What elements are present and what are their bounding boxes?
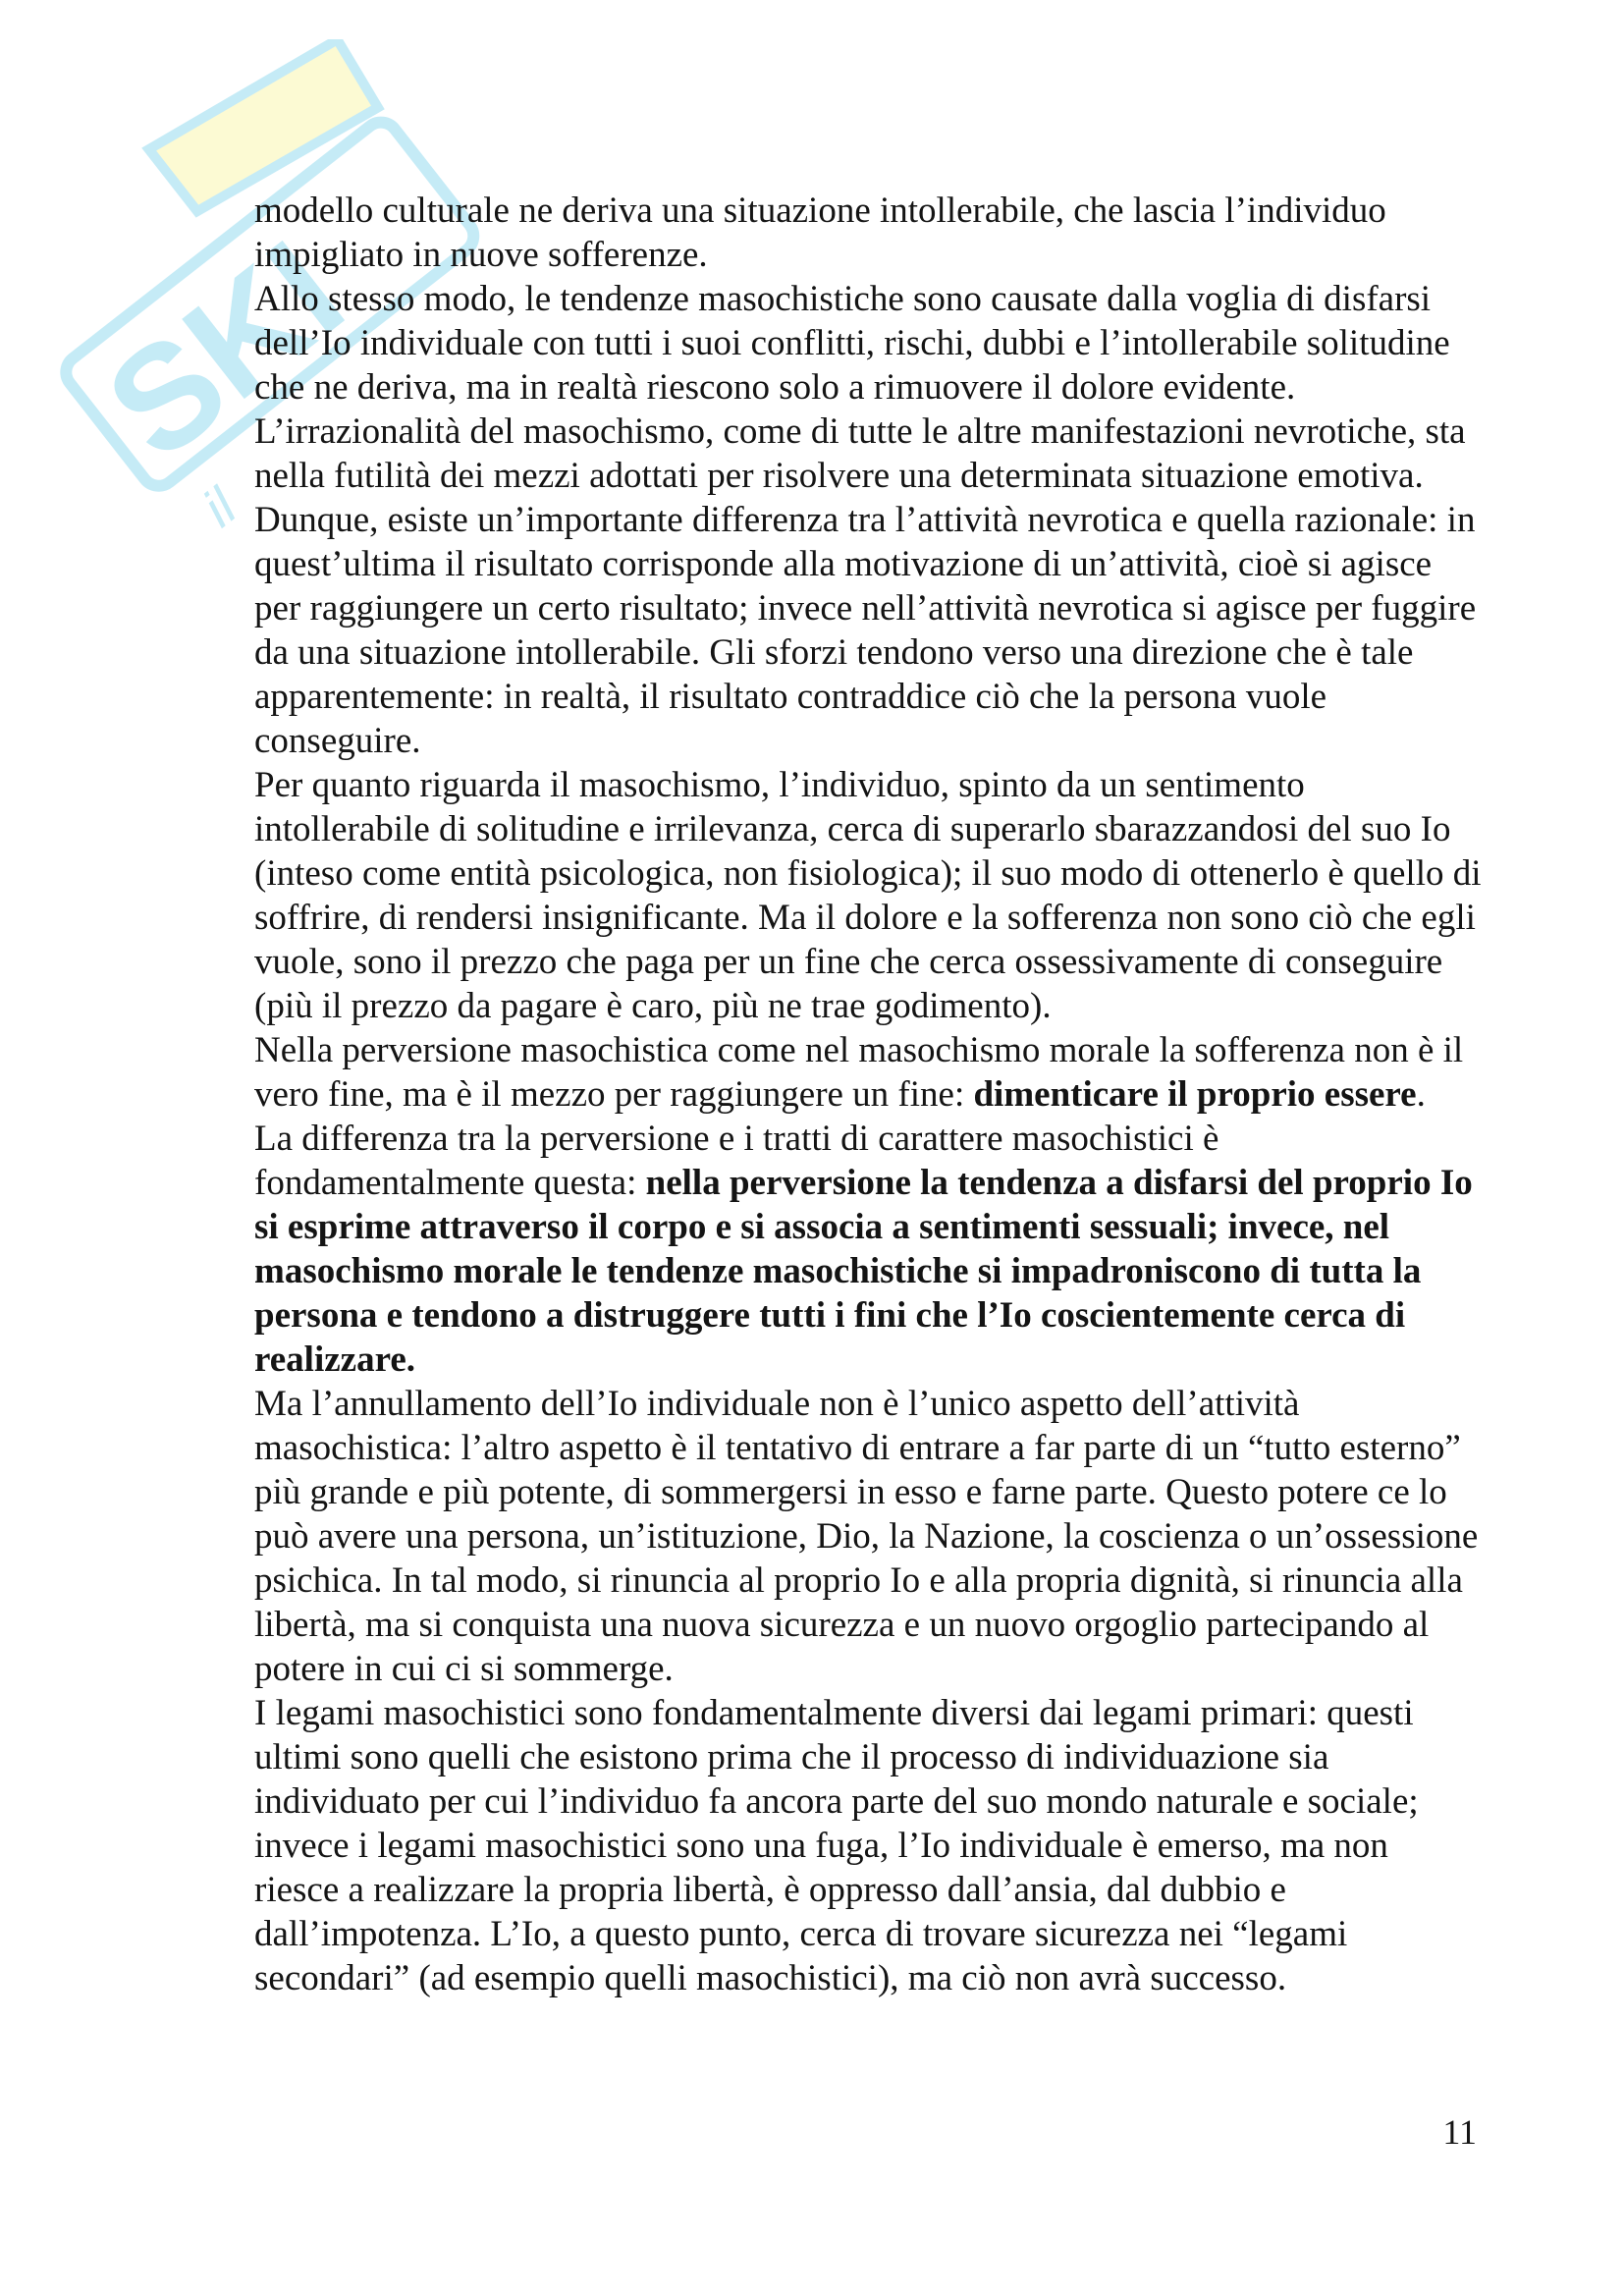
svg-text:SKI: SKI — [77, 208, 372, 491]
paragraph — [254, 1028, 1482, 1117]
text-segment: La differenza tra la perversione e i tratti di carattere masochistici è fondamentalmente questa: — [254, 1119, 1219, 1203]
text-segment: . — [1416, 1074, 1426, 1115]
bold-text: dimenticare il proprio essere — [973, 1074, 1417, 1115]
text-segment: Dunque, esiste un’importante differenza tra l’attività nevrotica e quella razionale: in quest’ultima il risultato corrisponde alla motivazione di un’attività, cioè si agisce per raggiungere un certo risultato; invece nell’attività nevrotica si agisce per fuggire da una situazione intollerabile. Gli sforzi tendono verso una direzione che è tale apparentemente: in realtà, il risultato contraddice ciò che la persona vuole conseguire. — [254, 500, 1477, 761]
text-segment: Allo stesso modo, le tendenze masochistiche sono causate dalla voglia di disfarsi dell’Io individuale con tutti i suoi conflitti, rischi, dubbi e l’intollerabile solitudine che ne deriva, ma in realtà riescono solo a rimuovere il dolore evidente. L’irrazionalità del masochismo, come di tutte le altre manifestazioni nevrotiche, sta nella futilità dei mezzi adottati per risolvere una determinata situazione emotiva. — [254, 279, 1466, 496]
bold-text: nella perversione la tendenza a disfarsi del proprio Io si esprime attraverso il corpo e si associa a sentimenti sessuali; invece, nel masochismo morale le tendenze masochistiche si impadroniscono di tutta la persona e tendono a distruggere tutti i fini che l’Io coscientemente cerca di realizzare. — [254, 1163, 1473, 1380]
paragraph — [254, 763, 1482, 1028]
text-segment: Nella perversione masochistica come nel masochismo morale la sofferenza non è il vero fine, ma è il mezzo per raggiungere un fine: — [254, 1030, 1464, 1115]
text-segment: I legami masochistici sono fondamentalmente diversi dai legami primari: questi ultimi sono quelli che esistono prima che il processo di individuazione sia individuato per cui l’individuo fa ancora parte del suo mondo naturale e sociale; invece i legami masochistici sono una fuga, l’Io individuale è emerso, ma non riesce a realizzare la propria libertà, è oppresso dall’ansia, dal dubbio e dall’impotenza. L’Io, a questo punto, cerca di trovare sicurezza nei “legami secondari” (ad esempio quelli masochistici), ma ciò non avrà successo. — [254, 1693, 1419, 1998]
paragraph — [254, 1691, 1482, 2000]
paragraph — [254, 1117, 1482, 1382]
paragraph — [254, 498, 1482, 763]
svg-text:il: il — [191, 477, 247, 539]
paragraph — [254, 189, 1482, 277]
paragraph — [254, 277, 1482, 498]
page-content — [254, 189, 1482, 2000]
paragraph — [254, 1382, 1482, 1691]
text-segment: modello culturale ne deriva una situazione intollerabile, che lascia l’individuo impigliato in nuove sofferenze. — [254, 191, 1386, 275]
text-segment: Per quanto riguarda il masochismo, l’individuo, spinto da un sentimento intollerabile di solitudine e irrilevanza, cerca di superarlo sbarazzandosi del suo Io (inteso come entità psicologica, non fisiologica); il suo modo di ottenerlo è quello di soffrire, di rendersi insignificante. Ma il dolore e la sofferenza non sono ciò che egli vuole, sono il prezzo che paga per un fine che cerca ossessivamente di conseguire (più il prezzo da pagare è caro, più ne trae godimento). — [254, 765, 1482, 1026]
text-segment: Ma l’annullamento dell’Io individuale non è l’unico aspetto dell’attività masochistica: l’altro aspetto è il tentativo di entrare a far parte di un “tutto esterno” più grande e più potente, di sommergersi in esso e farne parte. Questo potere ce lo può avere una persona, un’istituzione, Dio, la Nazione, la coscienza o un’ossessione psichica. In tal modo, si rinuncia al proprio Io e alla propria dignità, si rinuncia alla libertà, ma si conquista una nuova sicurezza e un nuovo orgoglio partecipando al potere in cui ci si sommerge. — [254, 1384, 1479, 1689]
page-number: 11 — [1442, 2112, 1477, 2152]
